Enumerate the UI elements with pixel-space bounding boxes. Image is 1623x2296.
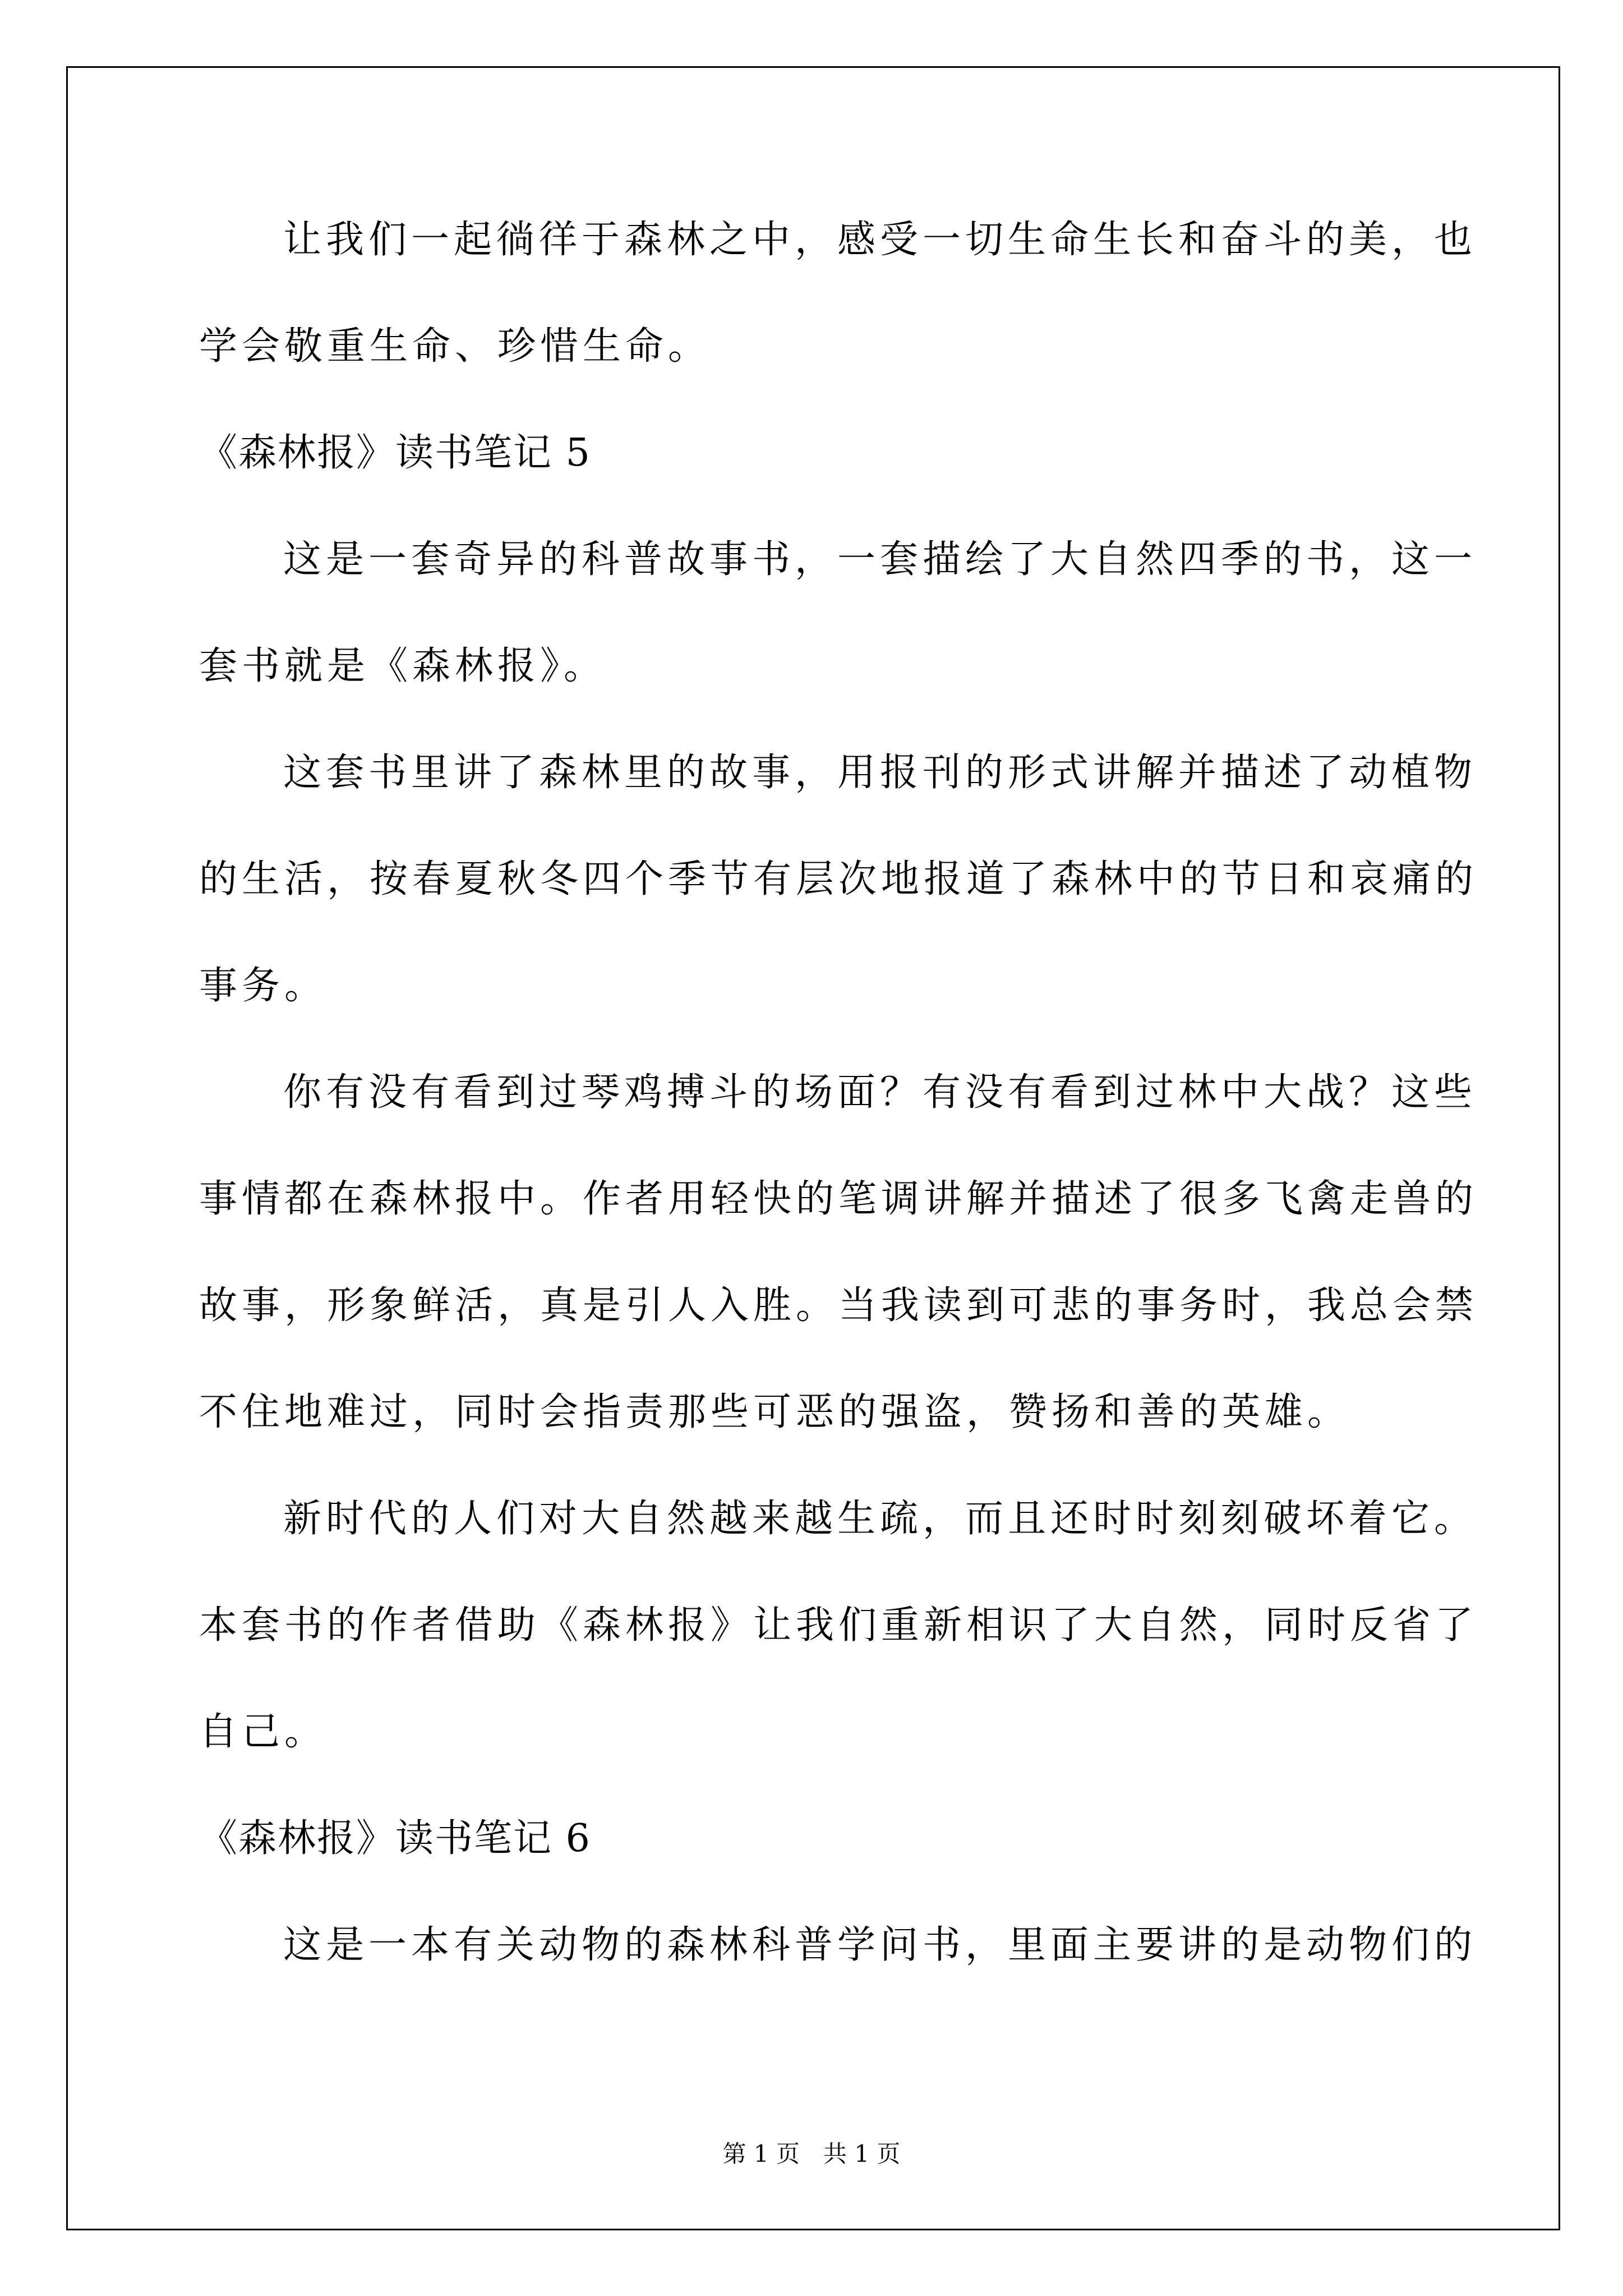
page-border (66, 66, 1560, 2230)
page-number: 第 1 页 共 1 页 (722, 2140, 901, 2168)
section-heading: 《森林报》读书笔记 5 (199, 431, 591, 475)
paragraph-line: 让我们一起徜徉于森林之中，感受一切生命生长和奋斗的美，也 (283, 218, 1477, 262)
paragraph-line: 不住地难过，同时会指责那些可恶的强盗，赞扬和善的英雄。 (199, 1390, 1350, 1434)
paragraph-line: 这是一本有关动物的森林科普学问书，里面主要讲的是动物们的 (283, 1923, 1477, 1967)
paragraph-line: 的生活，按春夏秋冬四个季节有层次地报道了森林中的节日和哀痛的 (199, 857, 1478, 901)
section-heading: 《森林报》读书笔记 6 (199, 1816, 591, 1861)
paragraph-line: 这套书里讲了森林里的故事，用报刊的形式讲解并描述了动植物 (283, 751, 1477, 795)
paragraph-line: 事情都在森林报中。作者用轻快的笔调讲解并描述了很多飞禽走兽的 (199, 1177, 1478, 1221)
paragraph-line: 这是一套奇异的科普故事书，一套描绘了大自然四季的书，这一 (283, 537, 1477, 582)
paragraph-line: 故事，形象鲜活，真是引人入胜。当我读到可悲的事务时，我总会禁 (199, 1283, 1478, 1328)
paragraph-line: 新时代的人们对大自然越来越生疏，而且还时时刻刻破坏着它。 (283, 1497, 1477, 1541)
paragraph-line: 本套书的作者借助《森林报》让我们重新相识了大自然，同时反省了 (199, 1603, 1478, 1648)
paragraph-line: 自己。 (199, 1710, 328, 1754)
paragraph-line: 你有没有看到过琴鸡搏斗的场面？有没有看到过林中大战？这些 (283, 1070, 1477, 1115)
paragraph-line: 学会敬重生命、珍惜生命。 (199, 324, 711, 369)
paragraph-line: 事务。 (199, 964, 328, 1008)
paragraph-line: 套书就是《森林报》。 (199, 644, 607, 688)
